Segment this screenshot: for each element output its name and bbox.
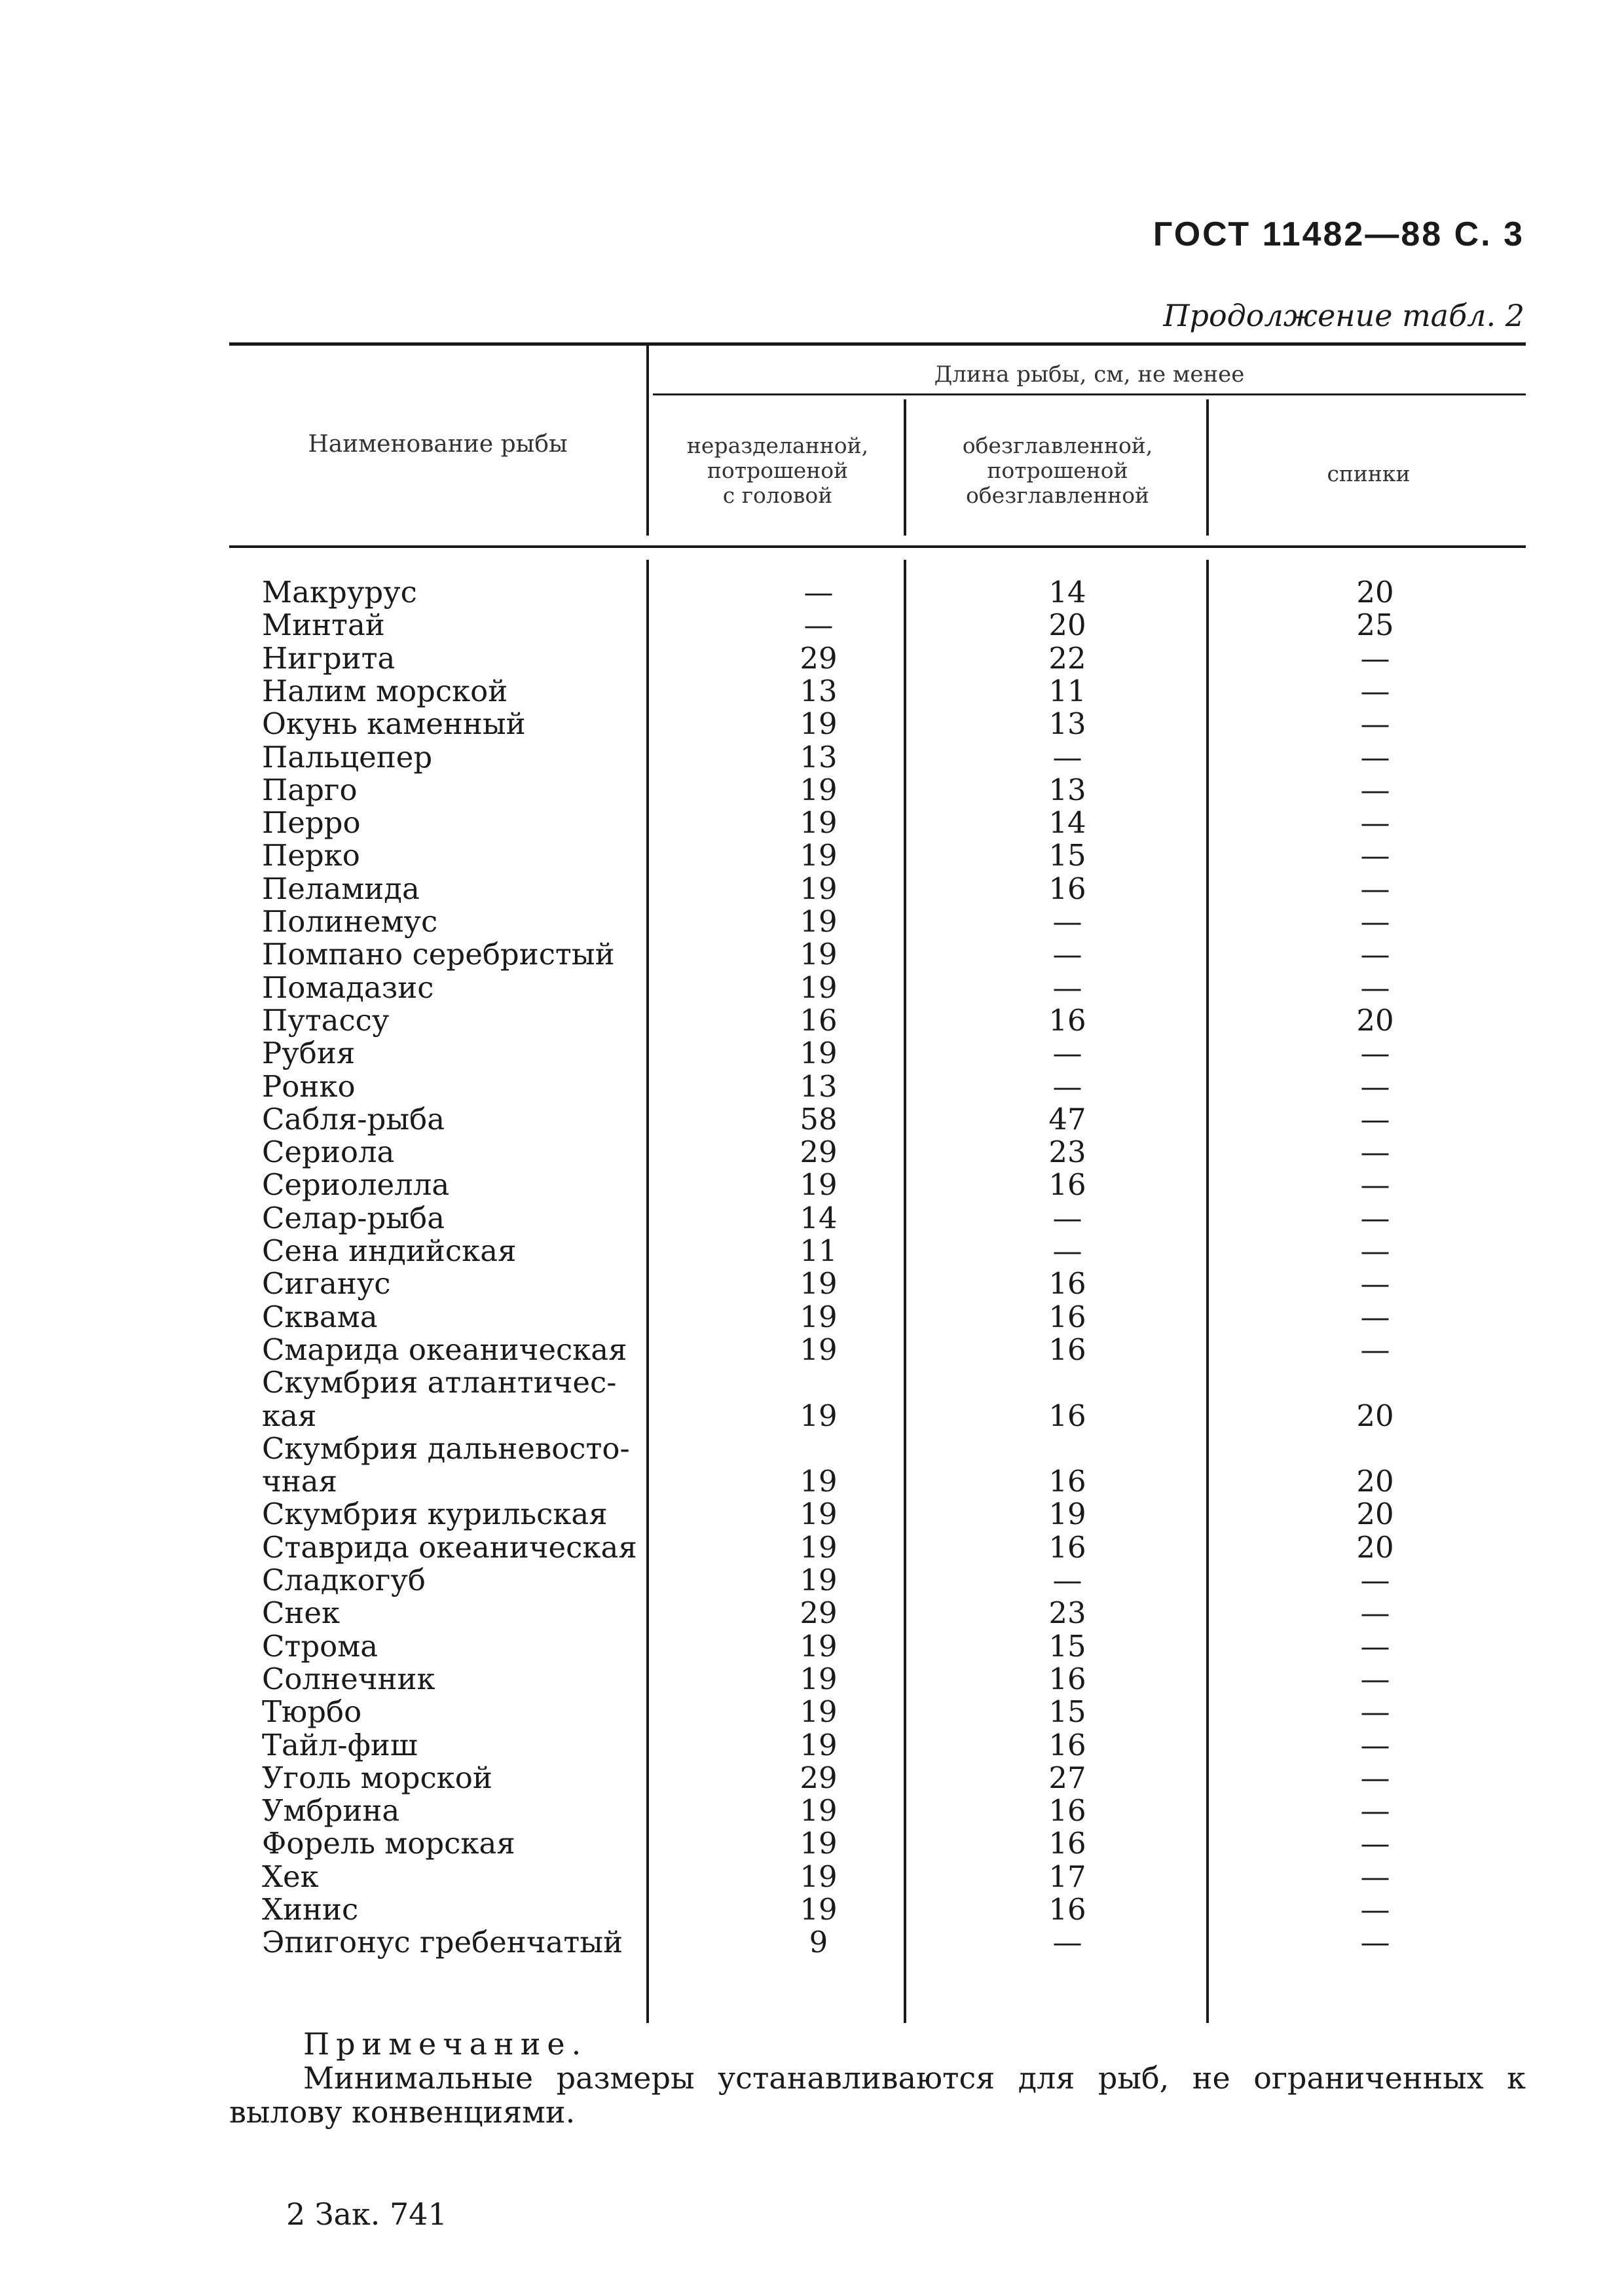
column-header-headless-line3: обезглавленной <box>965 483 1150 508</box>
length-back: — <box>1360 805 1390 841</box>
length-ungutted: 19 <box>800 1167 838 1203</box>
column-header-headless-line2: потрошеной <box>987 458 1128 483</box>
length-back: — <box>1360 1266 1390 1302</box>
fish-name: Пеламида <box>262 871 420 906</box>
fish-name: Макрурус <box>262 575 417 610</box>
length-ungutted: 13 <box>800 673 838 708</box>
table-row <box>262 741 1506 774</box>
length-back: — <box>1360 904 1390 939</box>
table-row <box>262 1893 1506 1926</box>
length-back: — <box>1360 1628 1390 1664</box>
table-row <box>262 1004 1506 1037</box>
length-headless: 11 <box>1048 673 1086 708</box>
table-row <box>262 1432 1506 1465</box>
length-ungutted: 19 <box>800 772 838 807</box>
length-back: — <box>1360 1036 1390 1071</box>
length-ungutted: 19 <box>800 1793 838 1829</box>
table-row <box>262 1498 1506 1531</box>
table-row <box>262 1103 1506 1136</box>
length-ungutted: 9 <box>809 1925 828 1960</box>
table-row <box>262 1531 1506 1564</box>
table-row <box>262 1070 1506 1103</box>
header-bottom-rule <box>229 545 1526 548</box>
fish-name: Смарида океаническая <box>262 1332 627 1367</box>
length-headless: — <box>1052 970 1082 1005</box>
fish-name: Строма <box>262 1628 378 1664</box>
table-row <box>262 609 1506 642</box>
fish-name: Минтай <box>262 608 385 643</box>
length-back: — <box>1360 1332 1390 1367</box>
length-headless: 16 <box>1048 1299 1086 1334</box>
length-back: — <box>1360 673 1390 708</box>
column-header-ungutted-line3: с головой <box>722 483 833 508</box>
length-headless: — <box>1052 1200 1082 1235</box>
length-ungutted: 14 <box>800 1200 838 1235</box>
length-back: — <box>1360 1068 1390 1104</box>
length-headless: 23 <box>1048 1595 1086 1631</box>
table-row <box>262 1597 1506 1630</box>
fish-name: Полинемус <box>262 904 438 939</box>
length-headless: 47 <box>1048 1101 1086 1137</box>
length-back: — <box>1360 1200 1390 1235</box>
length-headless: 16 <box>1048 1727 1086 1762</box>
fish-name: Нигрита <box>262 640 396 676</box>
length-back: — <box>1360 1299 1390 1334</box>
length-ungutted: 19 <box>800 838 838 873</box>
length-ungutted: 19 <box>800 1266 838 1302</box>
length-ungutted: 19 <box>800 1826 838 1861</box>
table-row <box>262 774 1506 807</box>
length-headless: 15 <box>1048 1694 1086 1730</box>
length-ungutted: 19 <box>800 1694 838 1730</box>
length-ungutted: 11 <box>800 1233 838 1268</box>
column-header-headless <box>909 433 1206 508</box>
length-back: — <box>1360 1694 1390 1730</box>
fish-name: Сабля-рыба <box>262 1101 445 1137</box>
length-back: — <box>1360 1793 1390 1829</box>
fish-name: Окунь каменный <box>262 706 526 742</box>
note-body: Минимальные размеры устанавливаются для рыб, не ограниченных к вылову конвенциями. <box>229 2060 1526 2130</box>
length-headless: 22 <box>1048 640 1086 676</box>
column-divider-1 <box>646 346 649 536</box>
length-back: — <box>1360 1167 1390 1203</box>
table-row <box>262 839 1506 872</box>
length-back: — <box>1360 838 1390 873</box>
length-ungutted: 29 <box>800 1595 838 1631</box>
length-ungutted: 19 <box>800 1892 838 1927</box>
length-ungutted: 19 <box>800 805 838 841</box>
fish-name: Тюрбо <box>262 1694 362 1730</box>
group-header-rule <box>653 393 1526 395</box>
length-headless: 15 <box>1048 838 1086 873</box>
length-headless: 16 <box>1048 871 1086 906</box>
length-ungutted: 19 <box>800 1332 838 1367</box>
length-headless: 13 <box>1048 772 1086 807</box>
column-header-back: спинки <box>1327 461 1411 486</box>
length-ungutted: 19 <box>800 904 838 939</box>
table-row <box>262 1334 1506 1366</box>
fish-name: Сладкогуб <box>262 1563 426 1597</box>
length-headless: 13 <box>1048 706 1086 742</box>
length-ungutted: 13 <box>800 739 838 774</box>
length-ungutted: 13 <box>800 1068 838 1104</box>
table-row <box>262 1235 1506 1267</box>
column-divider-3 <box>1206 399 1209 536</box>
length-ungutted: 19 <box>800 871 838 906</box>
table-row <box>262 1037 1506 1070</box>
table-row <box>262 1366 1506 1399</box>
table-row <box>262 807 1506 839</box>
length-ungutted: 19 <box>800 706 838 742</box>
length-headless: — <box>1052 1563 1082 1597</box>
length-back: — <box>1360 1595 1390 1631</box>
fish-name: чная <box>262 1464 337 1499</box>
length-back: — <box>1360 1233 1390 1268</box>
length-headless: 19 <box>1048 1497 1086 1532</box>
column-header-ungutted <box>652 433 904 508</box>
note-title: Примечание. <box>303 2026 588 2062</box>
table-row <box>262 642 1506 675</box>
length-ungutted: 19 <box>800 1628 838 1664</box>
length-headless: 16 <box>1048 1464 1086 1499</box>
length-headless: — <box>1052 904 1082 939</box>
table-row <box>262 1465 1506 1498</box>
length-headless: 16 <box>1048 1661 1086 1696</box>
length-back: — <box>1360 706 1390 742</box>
fish-name: Скумбрия атлантичес- <box>262 1365 617 1400</box>
length-headless: 27 <box>1048 1760 1086 1795</box>
length-headless: 15 <box>1048 1628 1086 1664</box>
table-row <box>262 905 1506 938</box>
length-headless: — <box>1052 739 1082 774</box>
length-ungutted: 16 <box>800 1002 838 1038</box>
table-row <box>262 1202 1506 1235</box>
table-row <box>262 1301 1506 1334</box>
page-footer: 2 Зак. 741 <box>286 2196 447 2232</box>
table-row <box>262 576 1506 609</box>
length-headless: 16 <box>1048 1266 1086 1302</box>
length-back: 20 <box>1356 1464 1394 1499</box>
column-header-name: Наименование рыбы <box>308 431 568 458</box>
length-back: — <box>1360 1925 1390 1960</box>
length-ungutted: 19 <box>800 970 838 1005</box>
fish-name: Сиганус <box>262 1266 391 1302</box>
fish-name: Помпано серебристый <box>262 937 615 972</box>
length-back: — <box>1360 1892 1390 1927</box>
fish-name: Парго <box>262 772 358 807</box>
length-back: 20 <box>1356 575 1394 610</box>
length-headless: 20 <box>1048 608 1086 643</box>
length-back: — <box>1360 1661 1390 1696</box>
fish-name: Рубия <box>262 1036 356 1071</box>
fish-name: Хинис <box>262 1892 359 1927</box>
length-ungutted: 19 <box>800 937 838 972</box>
table-row <box>262 938 1506 971</box>
length-ungutted: 29 <box>800 640 838 676</box>
length-headless: — <box>1052 1036 1082 1071</box>
fish-name: Эпигонус гребенчатый <box>262 1925 623 1960</box>
fish-name: Сериола <box>262 1135 395 1170</box>
length-back: — <box>1360 1826 1390 1861</box>
fish-name: Уголь морской <box>262 1760 492 1795</box>
table-row <box>262 1926 1506 1959</box>
length-back: 20 <box>1356 1002 1394 1038</box>
length-back: 25 <box>1356 608 1394 643</box>
length-ungutted: 19 <box>800 1036 838 1071</box>
fish-name: Хек <box>262 1859 319 1894</box>
length-headless: 16 <box>1048 1167 1086 1203</box>
table-row <box>262 675 1506 708</box>
length-headless: 16 <box>1048 1826 1086 1861</box>
length-back: — <box>1360 640 1390 676</box>
fish-name: Скумбрия дальневосто- <box>262 1430 630 1466</box>
length-back: 20 <box>1356 1529 1394 1565</box>
length-ungutted: 19 <box>800 1563 838 1597</box>
length-headless: 14 <box>1048 805 1086 841</box>
table-row <box>262 1400 1506 1432</box>
length-headless: 16 <box>1048 1398 1086 1433</box>
table-top-rule <box>229 342 1526 346</box>
fish-name: Путассу <box>262 1002 390 1038</box>
fish-name: Скумбрия курильская <box>262 1497 608 1532</box>
length-back: — <box>1360 937 1390 972</box>
length-ungutted: 19 <box>800 1661 838 1696</box>
length-ungutted: — <box>803 608 834 643</box>
table-row <box>262 1729 1506 1762</box>
column-header-headless-line1: обезглавленной, <box>962 433 1153 458</box>
fish-name: Сена индийская <box>262 1233 517 1268</box>
length-headless: 23 <box>1048 1135 1086 1170</box>
length-headless: 17 <box>1048 1859 1086 1894</box>
table-row <box>262 1795 1506 1827</box>
fish-name: кая <box>262 1398 317 1433</box>
length-headless: — <box>1052 1068 1082 1104</box>
length-headless: 14 <box>1048 575 1086 610</box>
length-headless: 16 <box>1048 1793 1086 1829</box>
table-row <box>262 1696 1506 1728</box>
table-row <box>262 1169 1506 1201</box>
table-row <box>262 708 1506 740</box>
length-ungutted: 19 <box>800 1398 838 1433</box>
table-row <box>262 1564 1506 1597</box>
length-back: — <box>1360 1760 1390 1795</box>
length-ungutted: 19 <box>800 1464 838 1499</box>
length-back: — <box>1360 970 1390 1005</box>
length-back: — <box>1360 1135 1390 1170</box>
fish-name: Снек <box>262 1595 341 1631</box>
length-headless: 16 <box>1048 1892 1086 1927</box>
table-row <box>262 1630 1506 1663</box>
table-row <box>262 1267 1506 1300</box>
table-row <box>262 1762 1506 1795</box>
length-back: 20 <box>1356 1398 1394 1433</box>
column-header-ungutted-line1: неразделанной, <box>686 433 869 458</box>
table-row <box>262 1827 1506 1860</box>
column-header-ungutted-line2: потрошеной <box>707 458 849 483</box>
fish-name: Перро <box>262 805 361 841</box>
table-row <box>262 1663 1506 1696</box>
fish-name: Помадазис <box>262 970 434 1005</box>
fish-name: Ронко <box>262 1068 356 1104</box>
length-back: — <box>1360 871 1390 906</box>
length-headless: 16 <box>1048 1332 1086 1367</box>
fish-name: Умбрина <box>262 1793 400 1829</box>
fish-name: Форель морская <box>262 1826 515 1861</box>
length-headless: — <box>1052 1233 1082 1268</box>
fish-name: Солнечник <box>262 1661 435 1696</box>
length-back: — <box>1360 739 1390 774</box>
length-back: 20 <box>1356 1497 1394 1532</box>
length-ungutted: 19 <box>800 1529 838 1565</box>
length-back: — <box>1360 1727 1390 1762</box>
fish-name: Пальцепер <box>262 739 433 774</box>
fish-name: Тайл-фиш <box>262 1727 418 1762</box>
table-row <box>262 1861 1506 1893</box>
length-back: — <box>1360 1101 1390 1137</box>
table-row <box>262 972 1506 1004</box>
document-reference: ГОСТ 11482—88 С. 3 <box>1153 215 1524 253</box>
fish-name: Налим морской <box>262 673 508 708</box>
table-row <box>262 873 1506 905</box>
group-header: Длина рыбы, см, не менее <box>934 361 1245 388</box>
length-ungutted: 19 <box>800 1727 838 1762</box>
fish-name: Селар-рыба <box>262 1200 445 1235</box>
length-headless: 16 <box>1048 1002 1086 1038</box>
length-ungutted: 19 <box>800 1497 838 1532</box>
fish-name: Ставрида океаническая <box>262 1529 637 1565</box>
length-headless: — <box>1052 937 1082 972</box>
length-ungutted: 29 <box>800 1135 838 1170</box>
fish-name: Перко <box>262 838 360 873</box>
table-continuation-label: Продолжение табл. 2 <box>1163 298 1524 333</box>
fish-name: Сериолелла <box>262 1167 450 1203</box>
length-ungutted: 29 <box>800 1760 838 1795</box>
length-ungutted: — <box>803 575 834 610</box>
column-divider-2 <box>904 399 906 536</box>
table-row <box>262 1136 1506 1169</box>
length-back: — <box>1360 1859 1390 1894</box>
length-ungutted: 19 <box>800 1859 838 1894</box>
length-ungutted: 19 <box>800 1299 838 1334</box>
length-headless: 16 <box>1048 1529 1086 1565</box>
length-ungutted: 58 <box>800 1101 838 1137</box>
length-headless: — <box>1052 1925 1082 1960</box>
length-back: — <box>1360 772 1390 807</box>
fish-name: Сквама <box>262 1299 378 1334</box>
length-back: — <box>1360 1563 1390 1597</box>
